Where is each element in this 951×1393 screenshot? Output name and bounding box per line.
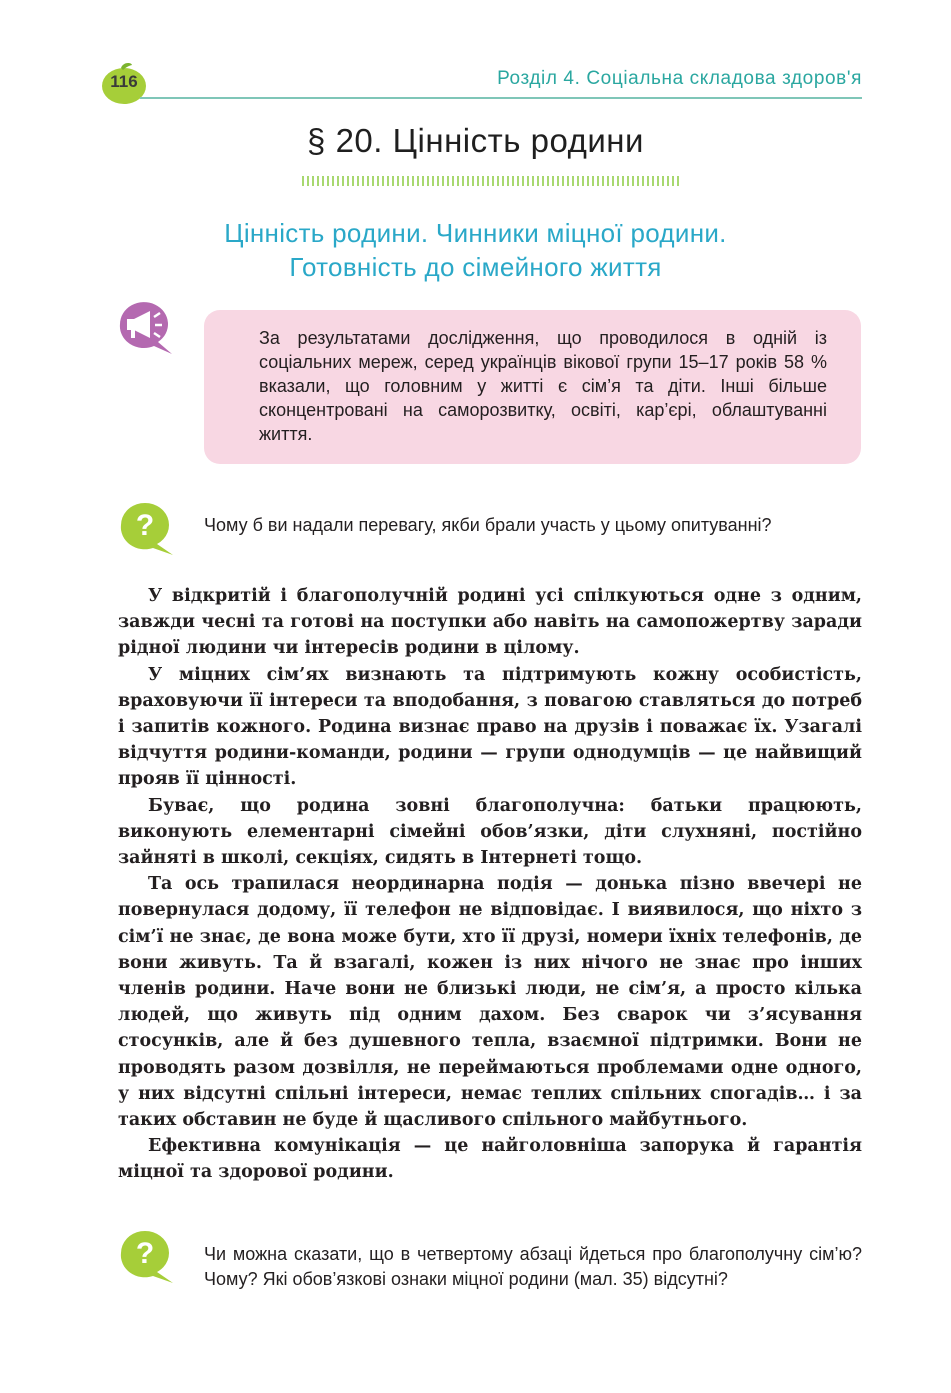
body-paragraph-4: Та ось трапилася неординарна подія — донька пізно ввечері не повернулася додому, її телефон не відповідає. І виявилося, що ніхто з сім’ї не знає, де вона може бути, хто її друзі, номери їхніх телефонів, де вони живуть. Та й взагалі, кожен із них нічого не знає про інших членів родини. Наче вони не близькі люди, не сім’я, а просто кілька людей, що живуть під одним дахом. Без сварок чи з’ясування стосунків, але й без душевного тепла, взаємної підтримки. Вони не проводять разом дозвілля, не переймаються проблемами одне одного, у них відсутні спільні інтереси, немає теплих спільних спогадів… і за таких обставин не буде й щасливого спільного майбутнього.	[118, 874, 862, 1131]
subtitle-line-1: Цінність родини. Чинники міцної родини.	[224, 218, 727, 248]
body-paragraph-2: У міцних сім’ях визнають та підтримують кожну особистість, враховуючи її інтереси та вподобання, з повагою ставляться до потреб і запитів кожного. Родина визнає право на друзів і поважає їх. Узагалі відчуття родини-команди, родини — групи однодумців — це найвищий прояв її цінності.	[118, 664, 862, 790]
section-title: § 20. Цінність родини	[307, 122, 644, 159]
svg-text:?: ?	[135, 509, 155, 542]
info-callout-text: За результатами дослідження, що проводилося в одній із соціальних мереж, серед українців вікової групи 15–17 років 58 % вказали, що головним у житті є сім’я та діти. Інші більше сконцентровані на саморозвитку, освіті, кар’єрі, облаштуванні життя.	[259, 328, 827, 444]
running-header: Розділ 4. Соціальна складова здоров'я	[497, 68, 862, 89]
body-paragraph-3: Буває, що родина зовні благополучна: батьки працюють, виконують елементарні сімейні обов’язки, діти слухняні, постійно зайняті в школі, секціях, сидять в Інтернеті тощо.	[118, 795, 862, 869]
page-number-badge	[101, 62, 147, 102]
svg-text:?: ?	[135, 1237, 155, 1270]
body-text	[118, 583, 862, 1186]
title-underline	[302, 176, 680, 186]
question-icon	[117, 1228, 177, 1286]
page-number: 116	[110, 72, 138, 91]
question-1-text: Чому б ви надали перевагу, якби брали участь у цьому опитуванні?	[204, 515, 772, 535]
subtitle-line-2: Готовність до сімейного життя	[289, 252, 662, 282]
body-paragraph-1: У відкритій і благополучній родині усі спілкуються одне з одним, завжди чесні та готові на поступки або навіть на самопожертву заради рідної людини чи інтересів родини в цілому.	[118, 586, 862, 659]
megaphone-icon	[114, 300, 176, 356]
question-2-text: Чи можна сказати, що в четвертому абзаці йдеться про благополучну сім’ю? Чому? Які обов’язкові ознаки міцної родини (мал. 35) відсутні?	[204, 1244, 862, 1289]
body-paragraph-5: Ефективна комунікація — це найголовніша запорука й гарантія міцної та здорової родини.	[118, 1136, 862, 1183]
question-icon	[117, 500, 177, 558]
header-divider	[140, 97, 862, 99]
